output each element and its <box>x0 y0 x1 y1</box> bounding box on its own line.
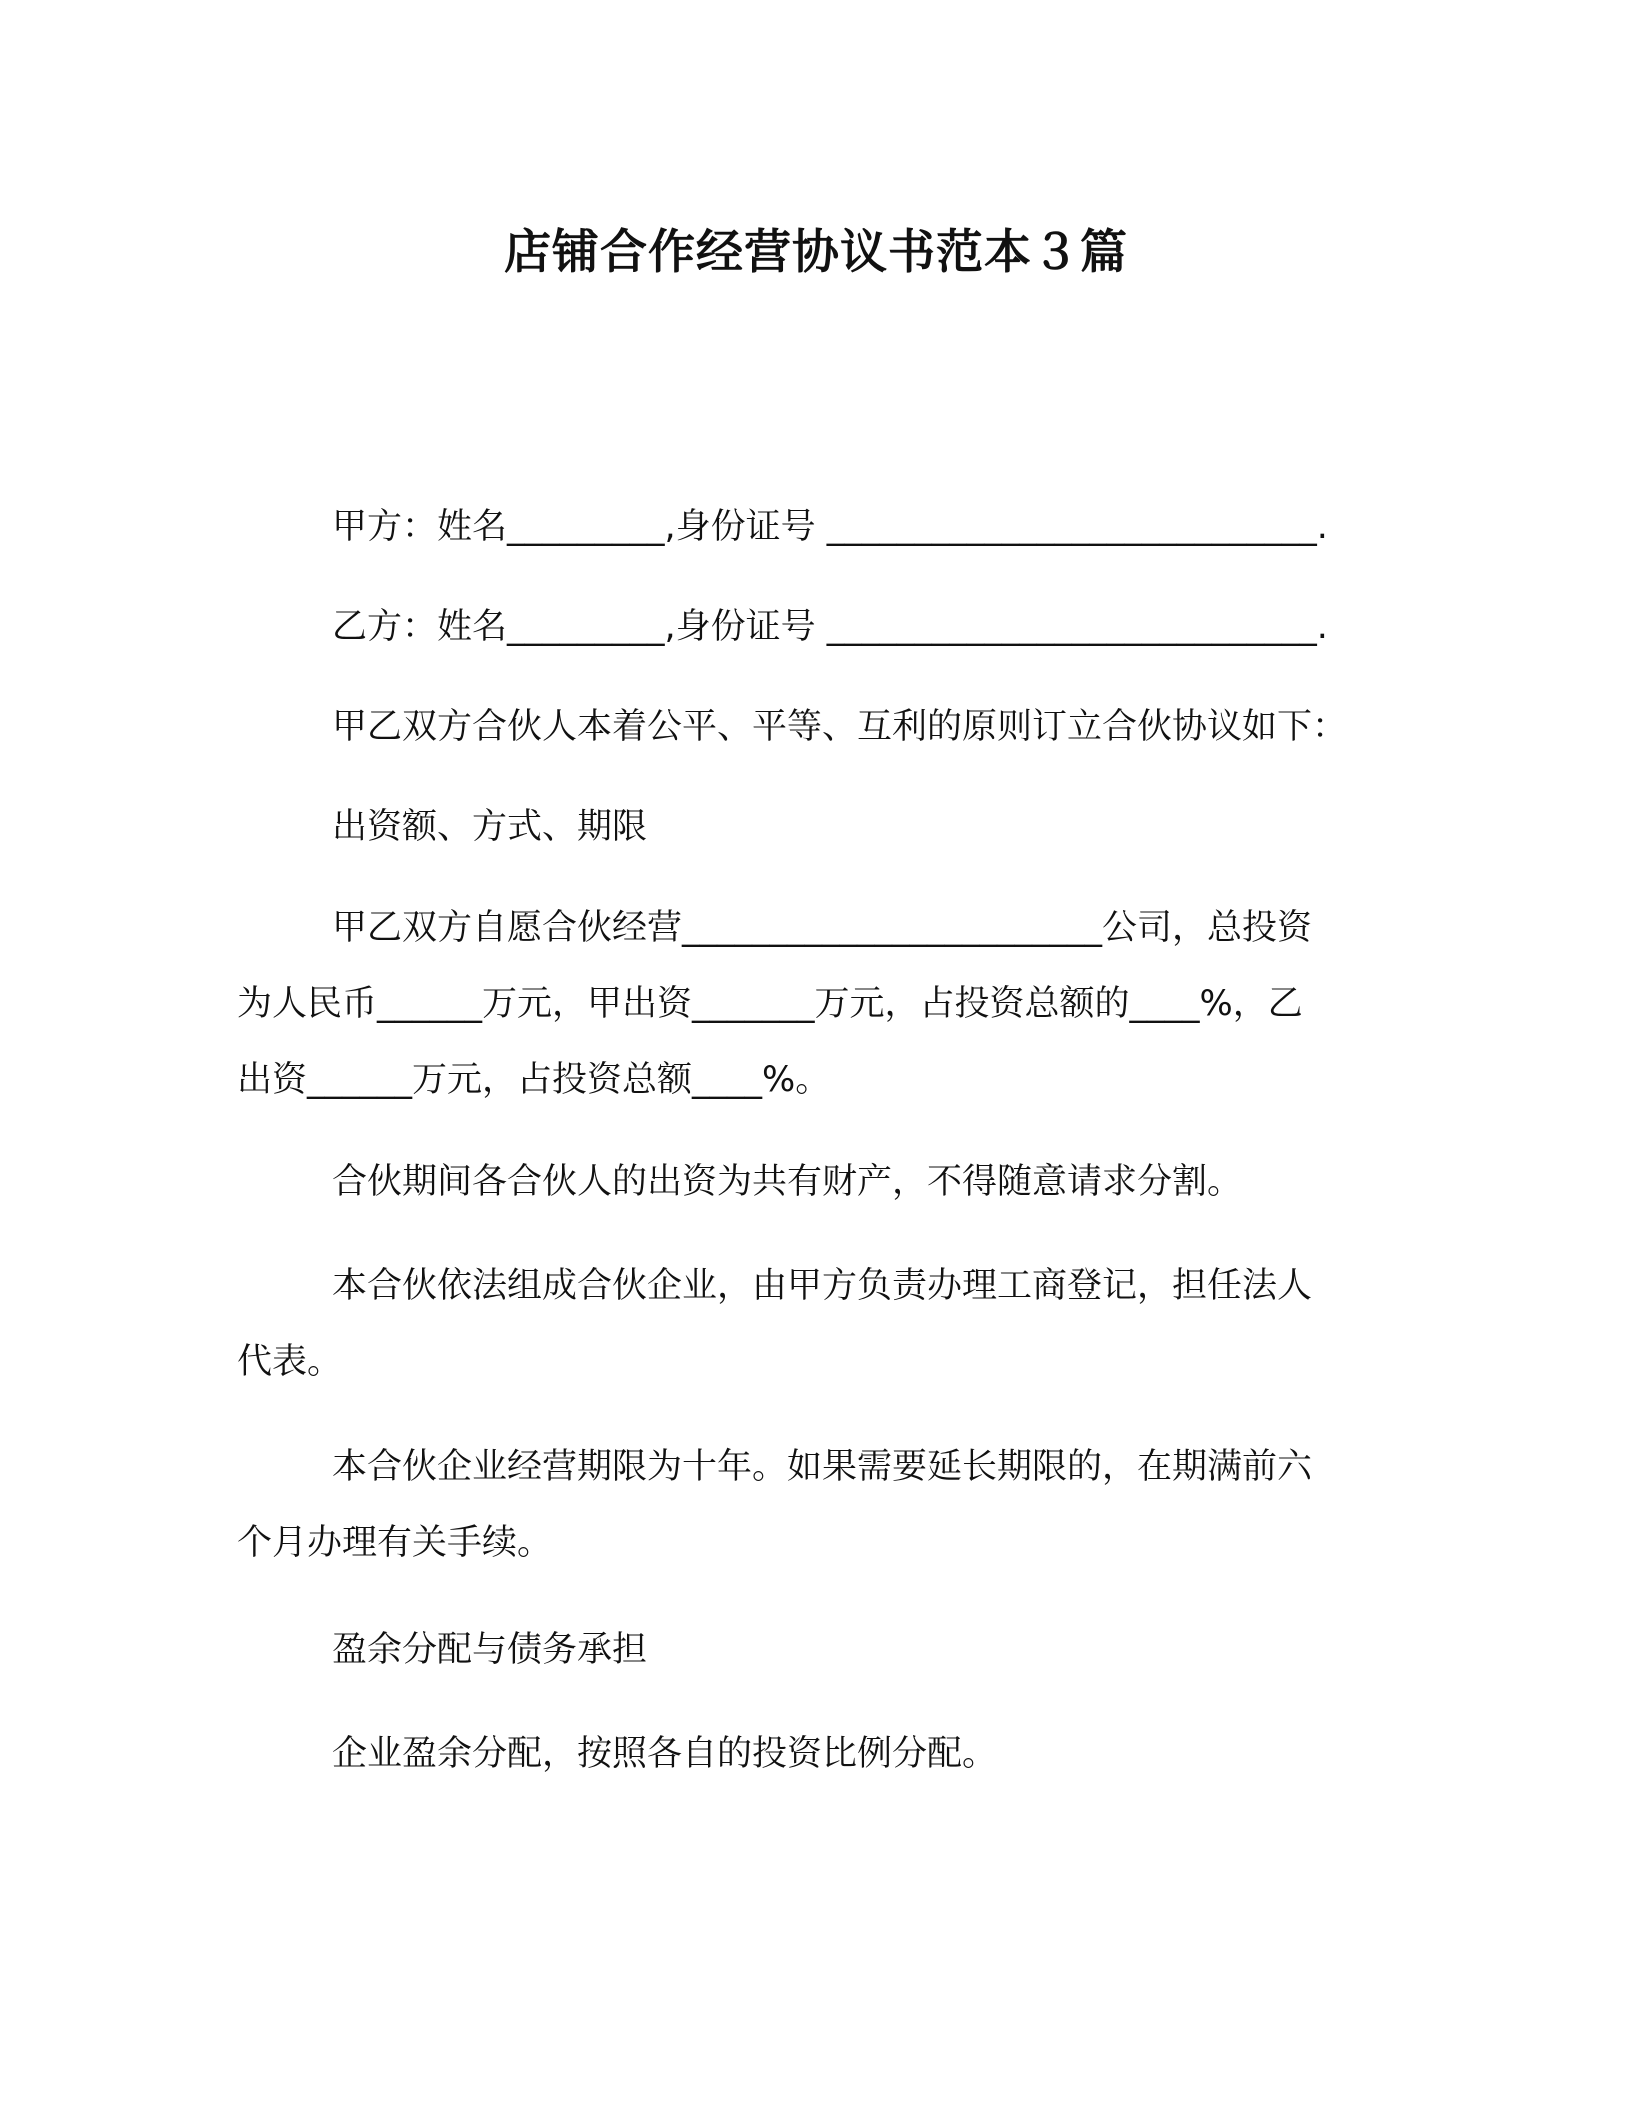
capital-paragraph <box>237 890 1387 1118</box>
capital-line-1: 甲乙双方自愿合伙经营________________________公司，总投资 <box>332 908 1313 948</box>
section-heading-capital: 出资额、方式、期限 <box>332 807 648 847</box>
party-b-line: 乙方：姓名_________,身份证号 ____________________________. <box>332 607 1328 647</box>
term-line-1: 本合伙企业经营期限为十年。如果需要延长期限的，在期满前六 <box>332 1447 1313 1487</box>
intro-paragraph: 甲乙双方合伙人本着公平、平等、互利的原则订立合伙协议如下： <box>332 707 1348 747</box>
registration-line-2: 代表。 <box>237 1342 343 1382</box>
term-paragraph <box>237 1429 1387 1581</box>
capital-line-2: 为人民币______万元，甲出资_______万元，占投资总额的____%，乙 <box>237 984 1303 1024</box>
capital-line-3: 出资______万元，占投资总额____%。 <box>237 1060 831 1100</box>
party-a-line: 甲方：姓名_________,身份证号 ____________________________. <box>332 507 1328 547</box>
document-title: 店铺合作经营协议书范本３篇 <box>504 225 1128 280</box>
registration-paragraph <box>237 1248 1387 1400</box>
term-line-2: 个月办理有关手续。 <box>237 1523 553 1563</box>
section-heading-profit: 盈余分配与债务承担 <box>332 1630 648 1670</box>
registration-line-1: 本合伙依法组成合伙企业，由甲方负责办理工商登记，担任法人 <box>332 1266 1313 1306</box>
profit-distribution-paragraph: 企业盈余分配，按照各自的投资比例分配。 <box>332 1734 998 1774</box>
shared-property-paragraph: 合伙期间各合伙人的出资为共有财产，不得随意请求分割。 <box>332 1162 1243 1202</box>
